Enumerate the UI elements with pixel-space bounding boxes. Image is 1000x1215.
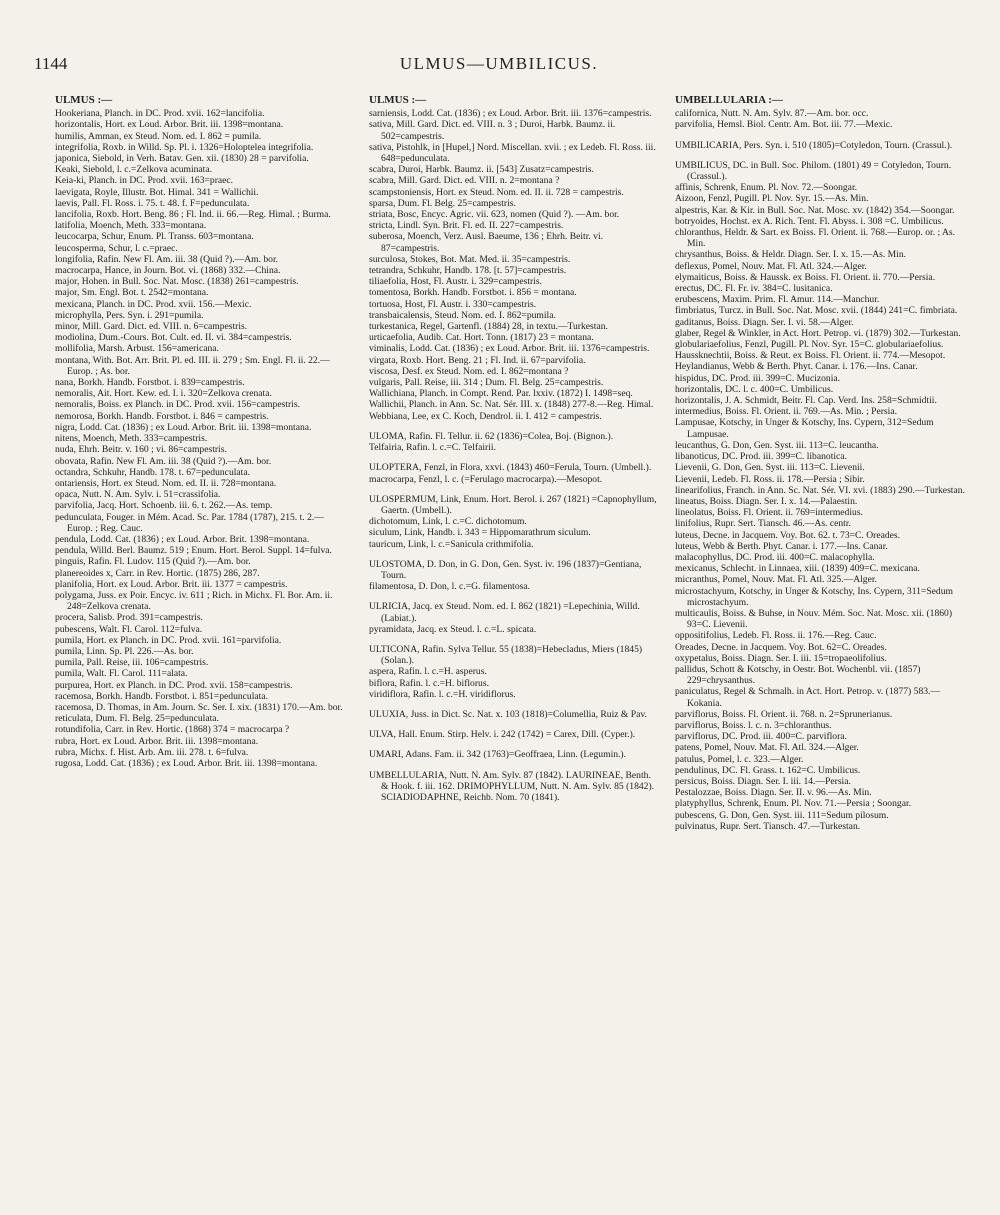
entry: tomentosa, Borkh. Handb. Forstbot. i. 856 = montana. <box>369 287 577 299</box>
entry: chloranthus, Heldr. & Sart. ex Boiss. Fl. Orient. ii. 768.—Europ. or. ; As. Min. <box>675 227 956 250</box>
entry: pendula, Lodd. Cat. (1836) ; ex Loud. Arbor. Brit. 1398=montana. <box>55 533 310 545</box>
entry: glaber, Regel & Winkler, in Act. Hort. Petrop. vi. (1879) 302.—Turkestan. <box>675 327 961 339</box>
entry: sparsa, Dum. Fl. Belg. 25=campestris. <box>369 197 516 209</box>
entry: persicus, Boiss. Diagn. Ser. I. iii. 14.—Persia. <box>675 775 851 787</box>
entry: erectus, DC. Fl. Fr. iv. 384=C. lusitanica. <box>675 283 833 295</box>
entry: purpurea, Hort. ex Planch. in DC. Prod. xvii. 158=campestris. <box>55 679 293 691</box>
entry: oppositifolius, Ledeb. Fl. Ross. ii. 176.—Reg. Cauc. <box>675 630 877 642</box>
page-header <box>34 54 964 84</box>
entry: pinguis, Rafin. Fl. Ludov. 115 (Quid ?).—Am. bor. <box>55 556 251 568</box>
entry: Lievenii, G. Don, Gen. Syst. iii. 113=C. Lievenii. <box>675 462 865 474</box>
entry: dichotomum, Link, l. c.=C. dichotomum. <box>369 516 527 528</box>
entry: parviflorus, Boiss. Fl. Orient. ii. 768. n. 2=Sprunerianus. <box>675 708 893 720</box>
genus-heading: ULMUS :— <box>369 94 427 106</box>
entry: ULVA, Hall. Enum. Stirp. Helv. i. 242 (1742) = Carex, Dill. (Cyper.). <box>369 729 636 741</box>
entry: ULOSPERMUM, Link, Enum. Hort. Berol. i. 267 (1821) =Capnophyllum, Gaertn. (Umbell.). <box>369 493 657 516</box>
entry: aspera, Rafin. l. c.=H. asperus. <box>369 666 487 678</box>
entry: nemoralis, Boiss. ex Planch. in DC. Prod. xvii. 156=campestris. <box>55 399 300 411</box>
entry: horizontalis, Hort. ex Loud. Arbor. Brit. iii. 1398=montana. <box>55 119 284 131</box>
entry: pumila, Walt. Fl. Carol. 111=alata. <box>55 668 188 680</box>
entry: stricta, Lindl. Syn. Brit. Fl. ed. II. 227=campestris. <box>369 220 564 232</box>
entry: major, Hohen. in Bull. Soc. Nat. Mosc. (1838) 261=campestris. <box>55 276 299 288</box>
entry: alpestris, Kar. & Kir. in Bull. Soc. Nat. Mosc. xv. (1842) 354.—Soongar. <box>675 204 955 216</box>
entry: latifolia, Moench, Meth. 333=montana. <box>55 220 207 232</box>
entry: racemosa, Borkh. Handb. Forstbot. i. 851=pedunculata. <box>55 690 268 702</box>
entry: rubra, Michx. f. Hist. Arb. Am. iii. 278. t. 6=fulva. <box>55 746 249 758</box>
entry: fimbriatus, Turcz. in Bull. Soc. Nat. Mosc. xvii. (1844) 241=C. fimbriata. <box>675 305 958 317</box>
entry: affinis, Schrenk, Enum. Pl. Nov. 72.—Soongar. <box>675 182 858 194</box>
entry: pubescens, G. Don, Gen. Syst. iii. 111=Sedum pilosum. <box>675 809 889 821</box>
entry: Lampusae, Kotschy, in Unger & Kotschy, Ins. Cypern, 312=Sedum Lampusae. <box>675 417 934 440</box>
entry: libanoticus, DC. Prod. iii. 399=C. libanotica. <box>675 451 847 463</box>
entry: lineatus, Boiss. Diagn. Ser. I. x. 14.—Palaestin. <box>675 495 858 507</box>
entry: macrocarpa, Hance, in Journ. Bot. vi. (1868) 332.—China. <box>55 265 281 277</box>
entry: pubescens, Walt. Fl. Carol. 112=fulva. <box>55 623 203 635</box>
entry: patulus, Pomel, l. c. 323.—Alger. <box>675 753 804 765</box>
entry: pulvinatus, Rupr. Sert. Tiansch. 47.—Turkestan. <box>675 820 861 832</box>
entry: tetrandra, Schkuhr, Handb. 178. [t. 57]=campestris. <box>369 265 567 277</box>
entry: octandra, Schkuhr, Handb. 178. t. 67=pedunculata. <box>55 466 250 478</box>
entry: luteus, Decne. in Jacquem. Voy. Bot. 62. t. 73=C. Oreades. <box>675 529 901 541</box>
entry: pumila, Linn. Sp. Pl. 226.—As. bor. <box>55 645 194 657</box>
entry: viminalis, Lodd. Cat. (1836) ; ex Loud. Arbor. Brit. iii. 1376=campestris. <box>369 343 650 355</box>
entry: procera, Salisb. Prod. 391=campestris. <box>55 612 203 624</box>
entry: suberosa, Moench, Verz. Ausl. Baeume, 136 ; Ehrh. Beitr. vi. 87=campestris. <box>369 231 604 254</box>
entry: botryoides, Hochst. ex A. Rich. Tent. Fl. Abyss. i. 308 =C. Umbilicus. <box>675 215 944 227</box>
entry: ULOMA, Rafin. Fl. Tellur. ii. 62 (1836)=Colea, Boj. (Bignon.). <box>369 430 614 442</box>
entry: parviflorus, DC. Prod. iii. 400=C. parviflora. <box>675 731 847 743</box>
entry: Keia-ki, Planch. in DC. Prod. xvii. 163=praec. <box>55 175 234 187</box>
column-right <box>675 95 965 832</box>
entry: linearifolius, Franch. in Ann. Sc. Nat. Sér. VI. xvi. (1883) 290.—Turkestan. <box>675 484 965 496</box>
entry: deflexus, Pomel, Nouv. Mat. Fl. Atl. 324.—Alger. <box>675 260 867 272</box>
entry: mexicana, Planch. in DC. Prod. xvii. 156.—Mexic. <box>55 298 252 310</box>
entry: modiolina, Dum.-Cours. Bot. Cult. ed. II. vi. 384=campestris. <box>55 332 292 344</box>
entry: leucanthus, G. Don, Gen. Syst. iii. 113=C. leucantha. <box>675 439 879 451</box>
entry: surculosa, Stokes, Bot. Mat. Med. ii. 35=campestris. <box>369 253 571 265</box>
entry: tiliaefolia, Host, Fl. Austr. i. 329=campestris. <box>369 276 543 288</box>
entry: pedunculata, Fouger. in Mém. Acad. Sc. Par. 1784 (1787), 215. t. 2.—Europ. ; Reg. Cauc. <box>55 511 324 534</box>
entry: laevis, Pall. Fl. Ross. i. 75. t. 48. f. F=pedunculata. <box>55 197 250 209</box>
entry: rubra, Hort. ex Loud. Arbor. Brit. iii. 1398=montana. <box>55 735 259 747</box>
entry: Keaki, Siebold, l. c.=Zelkova acuminata. <box>55 164 212 176</box>
entry: hispidus, DC. Prod. iii. 399=C. Mucizonia. <box>675 372 841 384</box>
entry: virgata, Roxb. Hort. Beng. 21 ; Fl. Ind. ii. 67=parvifolia. <box>369 354 586 366</box>
entry: obovata, Rafin. New Fl. Am. iii. 38 (Quid ?).—Am. bor. <box>55 455 272 467</box>
entry: nuda, Ehrh. Beitr. v. 160 ; vi. 86=campestris. <box>55 444 227 456</box>
entry: scampstoniensis, Hort. ex Steud. Nom. ed. II. ii. 728 = campestris. <box>369 186 624 198</box>
entry: turkestanica, Regel, Gartenfl. (1884) 28, in textu.—Turkestan. <box>369 321 608 333</box>
entry: microstachyum, Kotschy, in Unger & Kotschy, Ins. Cypern, 311=Sedum microstachyum. <box>675 585 953 608</box>
entry: reticulata, Dum. Fl. Belg. 25=pedunculata. <box>55 713 219 725</box>
entry: Hookeriana, Planch. in DC. Prod. xvii. 162=lancifolia. <box>55 108 265 120</box>
entry: erubescens, Maxim. Prim. Fl. Amur. 114.—Manchur. <box>675 294 880 306</box>
entry: pendulinus, DC. Fl. Grass. t. 162=C. Umbilicus. <box>675 764 861 776</box>
entry: pumila, Hort. ex Planch. in DC. Prod. xvii. 161=parvifolia. <box>55 634 282 646</box>
entry: mollifolia, Marsh. Arbust. 156=americana. <box>55 343 219 355</box>
entry: planereoides x, Carr. in Rev. Hortic. (1875) 286, 287. <box>55 567 260 579</box>
entry-list <box>675 108 965 832</box>
entry: patens, Pomel, Nouv. Mat. Fl. Atl. 324.—Alger. <box>675 742 859 754</box>
entry: linifolius, Rupr. Sert. Tiansch. 46.—As. centr. <box>675 518 851 530</box>
entry: japonica, Siebold, in Verh. Batav. Gen. xii. (1830) 28 = parvifolia. <box>55 153 309 165</box>
entry: mexicanus, Schlecht. in Linnaea, xiii. (1839) 409=C. mexicana. <box>675 563 920 575</box>
entry: racemosa, D. Thomas, in Am. Journ. Sc. Ser. I. xix. (1831) 170.—Am. bor. <box>55 701 343 713</box>
entry: Lievenii, Ledeb. Fl. Ross. ii. 178.—Persia ; Sibir. <box>675 473 865 485</box>
entry: UMBILICUS, DC. in Bull. Soc. Philom. (1801) 49 = Cotyledon, Tourn. (Crassul.). <box>675 159 952 183</box>
entry: viscosa, Desf. ex Steud. Nom. ed. I. 862=montana ? <box>369 365 569 377</box>
entry: malacophyllus, DC. Prod. iii. 400=C. malacophylla. <box>675 551 875 563</box>
entry: Wallichiana, Planch. in Compt. Rend. Par. lxxiv. (1872) I. 1498=seq. <box>369 388 633 400</box>
entry: tortuosa, Host, Fl. Austr. i. 330=campestris. <box>369 298 537 310</box>
entry: microphylla, Pers. Syn. i. 291=pumila. <box>55 309 204 321</box>
entry: parviflorus, Boiss. l. c. n. 3=chloranthus. <box>675 719 832 731</box>
entry: tauricum, Link, l. c.=Sanicula crithmifolia. <box>369 538 534 550</box>
entry: ontariensis, Hort. ex Steud. Nom. ed. II. ii. 728=montana. <box>55 477 277 489</box>
entry: scabra, Duroi, Harbk. Baumz. ii. [543] Zusatz=campestris. <box>369 164 594 176</box>
entry: polygama, Juss. ex Poir. Encyc. iv. 611 ; Rich. in Michx. Fl. Bor. Am. ii. 248=Zelkova crenata. <box>55 589 333 613</box>
entry: Wallichii, Planch. in Ann. Sc. Nat. Sér. III. x. (1848) 277-8.—Reg. Himal. <box>369 399 654 411</box>
entry: Heylandianus, Webb & Berth. Phyt. Canar. i. 176.—Ins. Canar. <box>675 361 918 373</box>
entry: urticaefolia, Audib. Cat. Hort. Tonn. (1817) 23 = montana. <box>369 332 594 344</box>
entry: leucosperma, Schur, l. c.=praec. <box>55 242 178 254</box>
entry: multicaulis, Boiss. & Buhse, in Nouv. Mém. Soc. Nat. Mosc. xii. (1860) 93=C. Lievenii. <box>675 607 953 631</box>
entry: luteus, Webb & Berth. Phyt. Canar. i. 177.—Ins. Canar. <box>675 540 888 552</box>
entry: ULTICONA, Rafin. Sylva Tellur. 55 (1838)=Hebecladus, Miers (1845) (Solan.). <box>369 643 643 667</box>
entry: viridiflora, Rafin. l. c.=H. viridiflorus. <box>369 688 516 700</box>
entry: parvifolia, Hemsl. Biol. Centr. Am. Bot. iii. 77.—Mexic. <box>675 119 893 131</box>
entry: leucocarpa, Schur, Enum. Pl. Transs. 603=montana. <box>55 231 254 243</box>
page-number: 1144 <box>34 54 68 73</box>
genus-heading: UMBELLULARIA :— <box>675 94 783 106</box>
entry: sativa, Mill. Gard. Dict. ed. VIII. n. 3 ; Duroi, Harbk. Baumz. ii. 502=campestris. <box>369 119 616 142</box>
entry: sativa, Pistohlk, in [Hupel,] Nord. Miscellan. xvii. ; ex Ledeb. Fl. Ross. iii. 648=pedunculata. <box>369 141 656 165</box>
entry: horizontalis, DC. l. c. 400=C. Umbilicus. <box>675 383 834 395</box>
entry: nana, Borkh. Handb. Forstbot. i. 839=campestris. <box>55 377 245 389</box>
entry: rugosa, Lodd. Cat. (1836) ; ex Loud. Arbor. Brit. iii. 1398=montana. <box>55 757 318 769</box>
entry: opaca, Nutt. N. Am. Sylv. i. 51=crassifolia. <box>55 489 221 501</box>
entry: ULOPTERA, Fenzl, in Flora, xxvi. (1843) 460=Ferula, Tourn. (Umbell.). <box>369 462 652 474</box>
entry: horizontalis, J. A. Schmidt, Beitr. Fl. Cap. Verd. Ins. 258=Schmidtii. <box>675 395 937 407</box>
entry-list <box>55 108 345 769</box>
entry: siculum, Link, Handb. i. 343 = Hippomarathrum siculum. <box>369 527 591 539</box>
entry: Pestalozzae, Boiss. Diagn. Ser. II. v. 96.—As. Min. <box>675 787 872 799</box>
entry: pyramidata, Jacq. ex Steud. l. c.=L. spicata. <box>369 623 537 635</box>
entry: vulgaris, Pall. Reise, iii. 314 ; Dum. Fl. Belg. 25=campestris. <box>369 377 604 389</box>
entry: globulariaefolius, Fenzl, Pugill. Pl. Nov. Syr. 15=C. globulariaefolius. <box>675 339 944 351</box>
entry: UMBELLULARIA, Nutt. N. Am. Sylv. 87 (1842). LAURINEAE, Benth. & Hook. f. iii. 162. DRIMOPHYLLUM, Nutt. N. Am. Sylv. 85 (1842). SCIADIODAPHNE, Reichb. Nom. 70 (1841). <box>369 769 655 803</box>
entry: nigra, Lodd. Cat. (1836) ; ex Loud. Arbor. Brit. iii. 1398=montana. <box>55 421 312 433</box>
entry: pendula, Willd. Berl. Baumz. 519 ; Enum. Hort. Berol. Suppl. 14=fulva. <box>55 545 332 557</box>
genus-heading: ULMUS :— <box>55 94 113 106</box>
entry: transbaicalensis, Steud. Nom. ed. I. 862=pumila. <box>369 309 556 321</box>
entry: UMARI, Adans. Fam. ii. 342 (1763)=Geoffraea, Linn. (Legumin.). <box>369 749 627 761</box>
entry: Webbiana, Lee, ex C. Koch, Dendrol. ii. I. 412 = campestris. <box>369 410 602 422</box>
entry: parvifolia, Jacq. Hort. Schoenb. iii. 6. t. 262.—As. temp. <box>55 500 273 512</box>
entry: montana, With. Bot. Arr. Brit. Pl. ed. III. ii. 279 ; Sm. Engl. Fl. ii. 22.—Europ. ; As. bor. <box>55 354 330 377</box>
entry: ULRICIA, Jacq. ex Steud. Nom. ed. I. 862 (1821) =Lepechinia, Willd. (Labiat.). <box>369 601 640 624</box>
entry: chrysanthus, Boiss. & Heldr. Diagn. Ser. I. x. 15.—As. Min. <box>675 249 907 261</box>
column-middle <box>369 95 659 803</box>
entry: intermedius, Boiss. Fl. Orient. ii. 769.—As. Min. ; Persia. <box>675 406 897 418</box>
entry: pallidus, Schott & Kotschy, in Oestr. Bot. Wochenbl. vii. (1857) 229=chrysanthus. <box>675 663 921 687</box>
entry: oxypetalus, Boiss. Diagn. Ser. I. iii. 15=tropaeolifolius. <box>675 652 887 664</box>
entry: Haussknechtii, Boiss. & Reut. ex Boiss. Fl. Orient. ii. 774.—Mesopot. <box>675 350 946 362</box>
entry-list <box>369 108 659 803</box>
entry: ULUXIA, Juss. in Dict. Sc. Nat. x. 103 (1818)=Columellia, Ruiz & Pav. <box>369 708 647 720</box>
entry: nemoralis, Ait. Hort. Kew. ed. I. i. 320=Zelkova crenata. <box>55 388 272 400</box>
entry: micranthus, Pomel, Nouv. Mat. Fl. Atl. 325.—Alger. <box>675 574 877 586</box>
running-title: ULMUS—UMBILICUS. <box>399 54 599 73</box>
entry: Aizoon, Fenzl, Pugill. Pl. Nov. Syr. 15.—As. Min. <box>675 193 869 205</box>
entry: longifolia, Rafin. New Fl. Am. iii. 38 (Quid ?).—Am. bor. <box>55 253 279 265</box>
entry: UMBILICARIA, Pers. Syn. i. 510 (1805)=Cotyledon, Tourn. (Crassul.). <box>675 139 953 151</box>
entry: paniculatus, Regel & Schmalh. in Act. Hort. Petrop. v. (1877) 583.—Kokania. <box>675 686 941 709</box>
entry: Telfairia, Rafin. l. c.=C. Telfairii. <box>369 442 496 454</box>
entry: major, Sm. Engl. Bot. t. 2542=montana. <box>55 287 209 299</box>
entry: platyphyllus, Schrenk, Enum. Pl. Nov. 71.—Persia ; Soongar. <box>675 798 912 810</box>
column-left <box>55 95 345 769</box>
entry: nitens, Moench, Meth. 333=campestris. <box>55 433 208 445</box>
entry: pumila, Pall. Reise, iii. 106=campestris. <box>55 657 209 669</box>
entry: filamentosa, D. Don, l. c.=G. filamentosa. <box>369 581 531 593</box>
entry: scabra, Mill. Gard. Dict. ed. VIII. n. 2=montana ? <box>369 175 560 187</box>
entry: lineolatus, Boiss. Fl. Orient. ii. 769=intermedius. <box>675 507 863 519</box>
entry: minor, Mill. Gard. Dict. ed. VIII. n. 6=campestris. <box>55 321 248 333</box>
entry: biflora, Rafin. l. c.=H. biflorus. <box>369 677 489 689</box>
entry: californica, Nutt. N. Am. Sylv. 87.—Am. bor. occ. <box>675 108 869 120</box>
entry: striata, Bosc, Encyc. Agric. vii. 623, nomen (Quid ?). —Am. bor. <box>369 209 620 221</box>
entry: gaditanus, Boiss. Diagn. Ser. I. vi. 58.—Alger. <box>675 316 854 328</box>
entry: integrifolia, Roxb. in Willd. Sp. Pl. i. 1326=Holoptelea integrifolia. <box>55 141 314 153</box>
entry: ULOSTOMA, D. Don, in G. Don, Gen. Syst. iv. 196 (1837)=Gentiana, Tourn. <box>369 558 642 581</box>
entry: rotundifolia, Carr. in Rev. Hortic. (1868) 374 = macrocarpa ? <box>55 724 290 736</box>
entry: lancifolia, Roxb. Hort. Beng. 86 ; Fl. Ind. ii. 66.—Reg. Himal. ; Burma. <box>55 209 331 221</box>
entry: planifolia, Hort. ex Loud. Arbor. Brit. iii. 1377 = campestris. <box>55 578 288 590</box>
entry: elymaiticus, Boiss. & Haussk. ex Boiss. Fl. Orient. ii. 770.—Persia. <box>675 271 936 283</box>
entry: humilis, Amman, ex Steud. Nom. ed. I. 862 = pumila. <box>55 130 262 142</box>
entry: Oreades, Decne. in Jacquem. Voy. Bot. 62=C. Oreades. <box>675 641 887 653</box>
entry: macrocarpa, Fenzl, l. c. (=Ferulago macrocarpa).—Mesopot. <box>369 473 603 485</box>
entry: laevigata, Royle, Illustr. Bot. Himal. 341 = Wallichii. <box>55 186 259 198</box>
entry: sarniensis, Lodd. Cat. (1836) ; ex Loud. Arbor. Brit. iii. 1376=campestris. <box>369 108 652 120</box>
entry: nemorosa, Borkh. Handb. Forstbot. i. 846 = campestris. <box>55 410 269 422</box>
